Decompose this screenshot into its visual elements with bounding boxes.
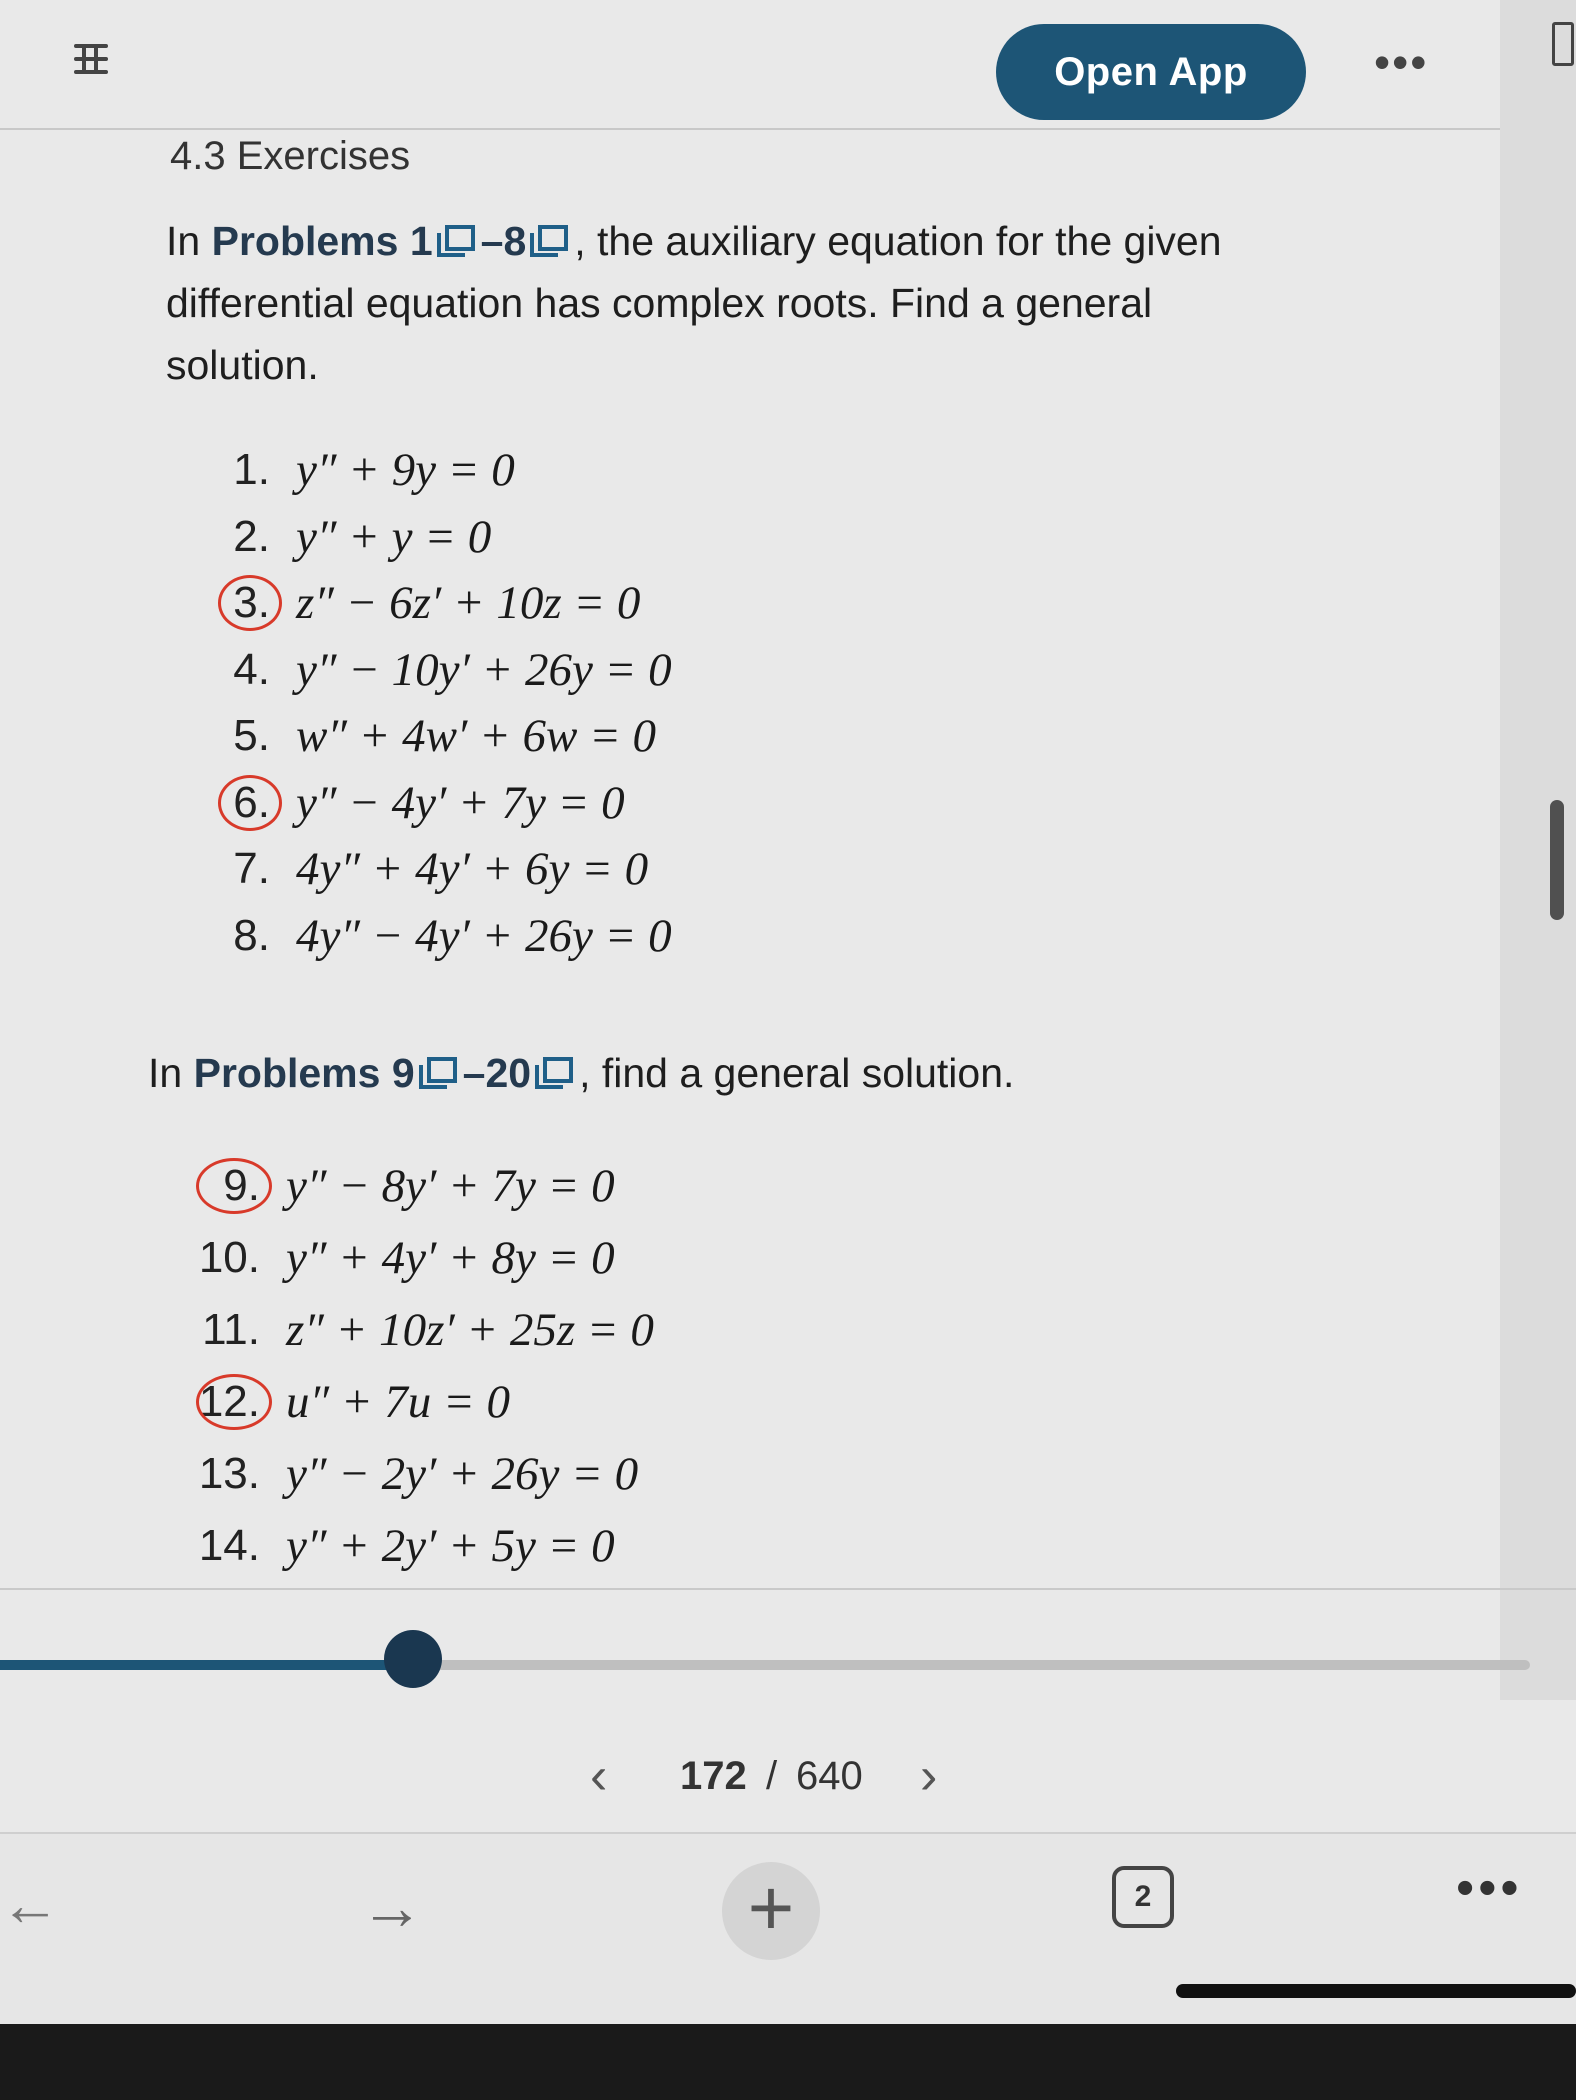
problem-number: 3. bbox=[233, 578, 270, 627]
problem-item bbox=[200, 573, 1000, 633]
top-bar bbox=[0, 0, 1500, 128]
screen-bottom-edge bbox=[0, 2024, 1576, 2100]
problem-number: 14. bbox=[198, 1521, 260, 1570]
problem-number: 4. bbox=[233, 644, 270, 694]
page-progress-fill bbox=[0, 1660, 413, 1670]
problem-number: 1. bbox=[233, 445, 270, 494]
right-edge-panel bbox=[1500, 0, 1576, 1700]
problem-item bbox=[200, 839, 1000, 899]
problem-equation: 4y″ − 4y′ + 26y = 0 bbox=[296, 909, 672, 962]
divider bbox=[0, 1588, 1576, 1590]
external-link-icon[interactable] bbox=[535, 1057, 575, 1091]
problem-number: 10. bbox=[198, 1233, 260, 1282]
sidebar-toggle-icon[interactable] bbox=[1552, 22, 1574, 66]
divider bbox=[0, 128, 1500, 130]
problem-equation: y″ − 4y′ + 7y = 0 bbox=[296, 776, 625, 829]
home-indicator bbox=[1176, 1984, 1576, 1998]
problem-item bbox=[186, 1156, 986, 1216]
forward-arrow-icon[interactable]: → bbox=[360, 1871, 424, 1943]
external-link-icon[interactable] bbox=[419, 1057, 459, 1091]
problem-number: 7. bbox=[233, 844, 270, 893]
problem-item bbox=[200, 440, 1000, 500]
problems-link-20[interactable]: –20 bbox=[462, 1050, 532, 1096]
problem-number: 8. bbox=[233, 910, 270, 960]
problem-item bbox=[200, 706, 1000, 766]
previous-page-button[interactable]: ‹ bbox=[590, 1747, 608, 1805]
problem-equation: y″ + 9y = 0 bbox=[296, 444, 515, 496]
current-page-number: 172 bbox=[680, 1754, 747, 1798]
problem-equation: z″ − 6z′ + 10z = 0 bbox=[296, 577, 641, 629]
problems-intro-1: In Problems 1 –8 , the auxiliary equation for the given differential equation has complex roots. Find a general solution. bbox=[166, 218, 1222, 388]
problem-item bbox=[186, 1516, 986, 1576]
problems-link-8[interactable]: –8 bbox=[480, 218, 527, 264]
problem-equation: w″ + 4w′ + 6w = 0 bbox=[296, 710, 657, 762]
problem-equation: y″ − 2y′ + 26y = 0 bbox=[286, 1448, 639, 1500]
open-app-button[interactable]: Open App bbox=[996, 24, 1306, 120]
problem-item bbox=[200, 507, 1000, 567]
problems-link-9[interactable]: Problems 9 bbox=[193, 1050, 415, 1096]
problem-item bbox=[200, 773, 1000, 833]
problems-intro-2: In Problems 9 –20 , find a general solution. bbox=[148, 1050, 1015, 1096]
hamburger-menu-icon[interactable] bbox=[74, 44, 108, 74]
problem-item bbox=[186, 1444, 986, 1504]
page-navigator bbox=[590, 1740, 950, 1810]
back-arrow-icon[interactable]: ← bbox=[0, 1871, 60, 1938]
problem-equation: y″ + 4y′ + 8y = 0 bbox=[286, 1232, 615, 1284]
problem-item bbox=[186, 1372, 986, 1432]
problems-link-1[interactable]: Problems 1 bbox=[211, 218, 433, 264]
problem-number: 6. bbox=[233, 777, 270, 827]
problem-item bbox=[200, 906, 1000, 966]
problem-item bbox=[186, 1228, 986, 1288]
handwritten-circle-annotation bbox=[196, 1158, 272, 1214]
external-link-icon[interactable] bbox=[530, 225, 570, 259]
handwritten-circle-annotation bbox=[218, 575, 282, 631]
tab-switcher-button[interactable]: 2 bbox=[1112, 1866, 1174, 1928]
problem-item bbox=[186, 1300, 986, 1360]
page-separator: / bbox=[766, 1754, 778, 1798]
problem-number: 13. bbox=[198, 1449, 260, 1498]
problem-equation: y″ + 2y′ + 5y = 0 bbox=[286, 1520, 615, 1572]
total-pages: 640 bbox=[796, 1754, 863, 1798]
problem-number: 5. bbox=[233, 711, 270, 760]
problem-equation: 4y″ + 4y′ + 6y = 0 bbox=[296, 843, 649, 895]
problem-equation: y″ − 8y′ + 7y = 0 bbox=[286, 1160, 615, 1212]
handwritten-circle-annotation bbox=[218, 775, 282, 831]
problem-equation: u″ + 7u = 0 bbox=[286, 1376, 511, 1428]
problem-number: 11. bbox=[202, 1305, 260, 1354]
problem-number: 2. bbox=[233, 511, 270, 561]
problem-item bbox=[200, 640, 1000, 700]
more-options-icon[interactable]: ••• bbox=[1456, 1859, 1523, 1917]
external-link-icon[interactable] bbox=[437, 225, 477, 259]
next-page-button[interactable]: › bbox=[920, 1747, 938, 1805]
handwritten-circle-annotation bbox=[196, 1374, 272, 1430]
new-tab-button[interactable]: + bbox=[722, 1862, 820, 1960]
problem-number: 12. bbox=[198, 1377, 260, 1426]
problem-equation: z″ + 10z′ + 25z = 0 bbox=[286, 1304, 654, 1356]
scrollbar-thumb[interactable] bbox=[1550, 800, 1564, 920]
problem-equation: y″ − 10y′ + 26y = 0 bbox=[296, 643, 672, 696]
problem-equation: y″ + y = 0 bbox=[296, 510, 492, 563]
problem-number: 9. bbox=[223, 1161, 260, 1210]
section-title: 4.3 Exercises bbox=[170, 134, 411, 178]
page-progress-handle[interactable] bbox=[384, 1630, 442, 1688]
more-options-icon[interactable]: ••• bbox=[1374, 36, 1429, 88]
